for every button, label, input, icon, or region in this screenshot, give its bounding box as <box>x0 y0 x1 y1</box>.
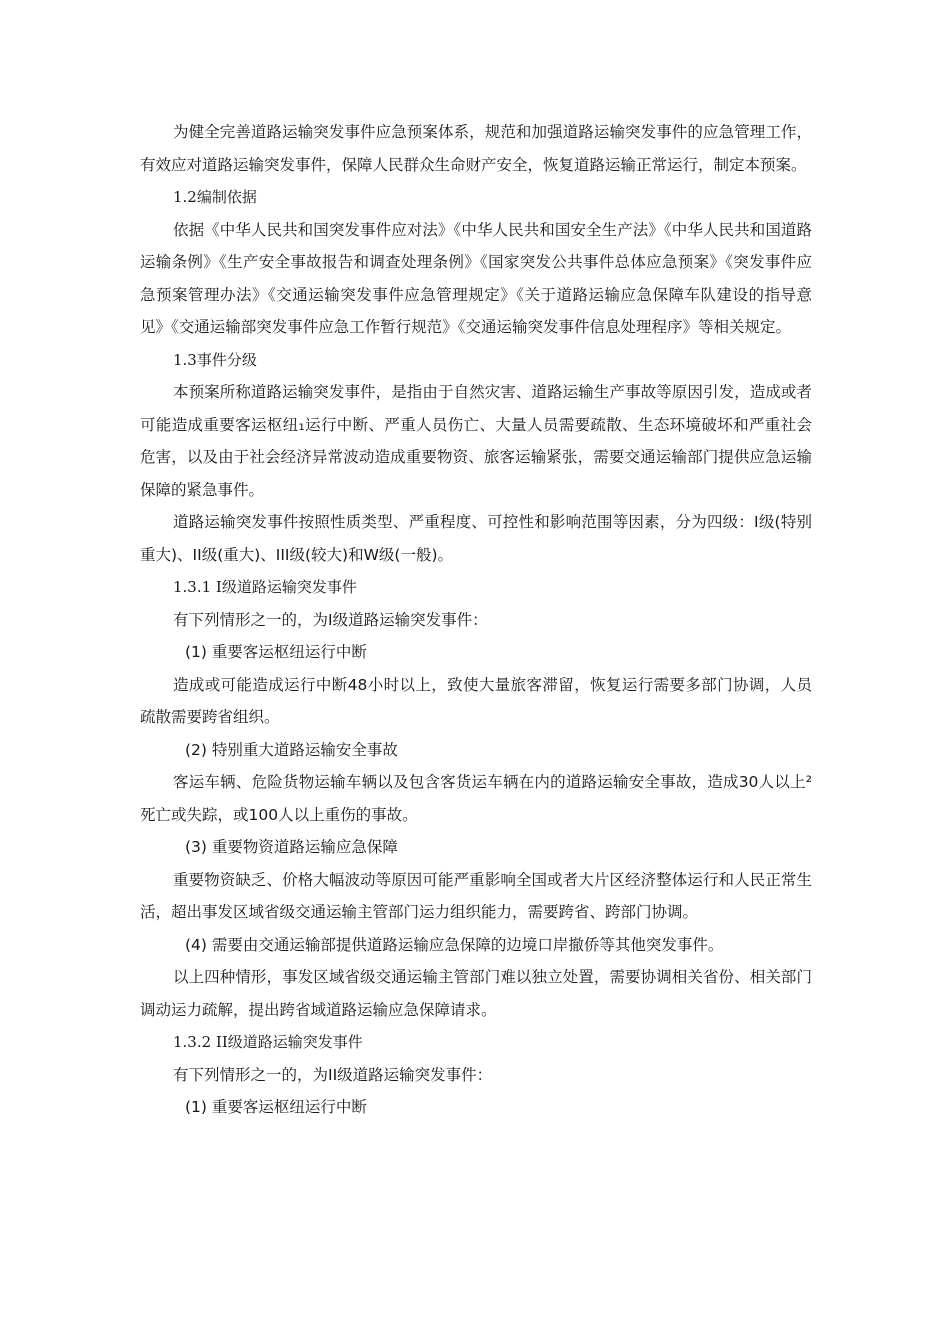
list-item: (1) 重要客运枢纽运行中断 <box>185 643 367 661</box>
paragraph: 造成或可能造成运行中断48小时以上，致使大量旅客滞留，恢复运行需要多部门协调，人员疏散需要跨省组织。 <box>140 675 812 726</box>
paragraph: 以上四种情形，事发区域省级交通运输主管部门难以独立处置，需要协调相关省份、相关部门调动运力疏解，提出跨省域道路运输应急保障请求。 <box>140 968 812 1019</box>
section-heading: 1.2编制依据 <box>173 188 257 206</box>
paragraph: 本预案所称道路运输突发事件，是指由于自然灾害、道路运输生产事故等原因引发，造成或者可能造成重要客运枢纽₁运行中断、严重人员伤亡、大量人员需要疏散、生态环境破坏和严重社会危害，以及由于社会经济异常波动造成重要物资、旅客运输紧张，需要交通运输部门提供应急运输保障的紧急事件。 <box>140 383 812 499</box>
section-heading: 1.3.2 II级道路运输突发事件 <box>173 1033 363 1051</box>
section-heading: 1.3.1 I级道路运输突发事件 <box>173 578 357 596</box>
list-item: (3) 重要物资道路运输应急保障 <box>185 838 398 856</box>
list-item: (1) 重要客运枢纽运行中断 <box>185 1098 367 1116</box>
section-heading: 1.3事件分级 <box>173 350 257 369</box>
paragraph: 有下列情形之一的，为I级道路运输突发事件： <box>173 610 488 629</box>
document-body <box>140 116 812 1124</box>
list-item: (4) 需要由交通运输部提供道路运输应急保障的边境口岸撤侨等其他突发事件。 <box>185 935 724 954</box>
paragraph: 依据《中华人民共和国突发事件应对法》《中华人民共和国安全生产法》《中华人民共和国道路运输条例》《生产安全事故报告和调查处理条例》《国家突发公共事件总体应急预案》《突发事件应急预案管理办法》《交通运输突发事件应急管理规定》《关于道路运输应急保障车队建设的指导意见》《交通运输部突发事件应急工作暂行规范》《交通运输突发事件信息处理程序》等相关规定。 <box>140 220 812 336</box>
paragraph: 客运车辆、危险货物运输车辆以及包含客货运车辆在内的道路运输安全事故，造成30人以上²死亡或失踪，或100人以上重伤的事故。 <box>140 773 812 824</box>
paragraph: 道路运输突发事件按照性质类型、严重程度、可控性和影响范围等因素，分为四级：I级(特别重大)、II级(重大)、III级(较大)和W级(一般)。 <box>140 513 812 564</box>
paragraph: 有下列情形之一的，为II级道路运输突发事件： <box>173 1065 493 1084</box>
list-item: (2) 特别重大道路运输安全事故 <box>185 740 398 759</box>
paragraph: 重要物资缺乏、价格大幅波动等原因可能严重影响全国或者大片区经济整体运行和人民正常生活，超出事发区域省级交通运输主管部门运力组织能力，需要跨省、跨部门协调。 <box>140 870 812 921</box>
paragraph: 为健全完善道路运输突发事件应急预案体系，规范和加强道路运输突发事件的应急管理工作，有效应对道路运输突发事件，保障人民群众生命财产安全，恢复道路运输正常运行，制定本预案。 <box>140 123 812 174</box>
